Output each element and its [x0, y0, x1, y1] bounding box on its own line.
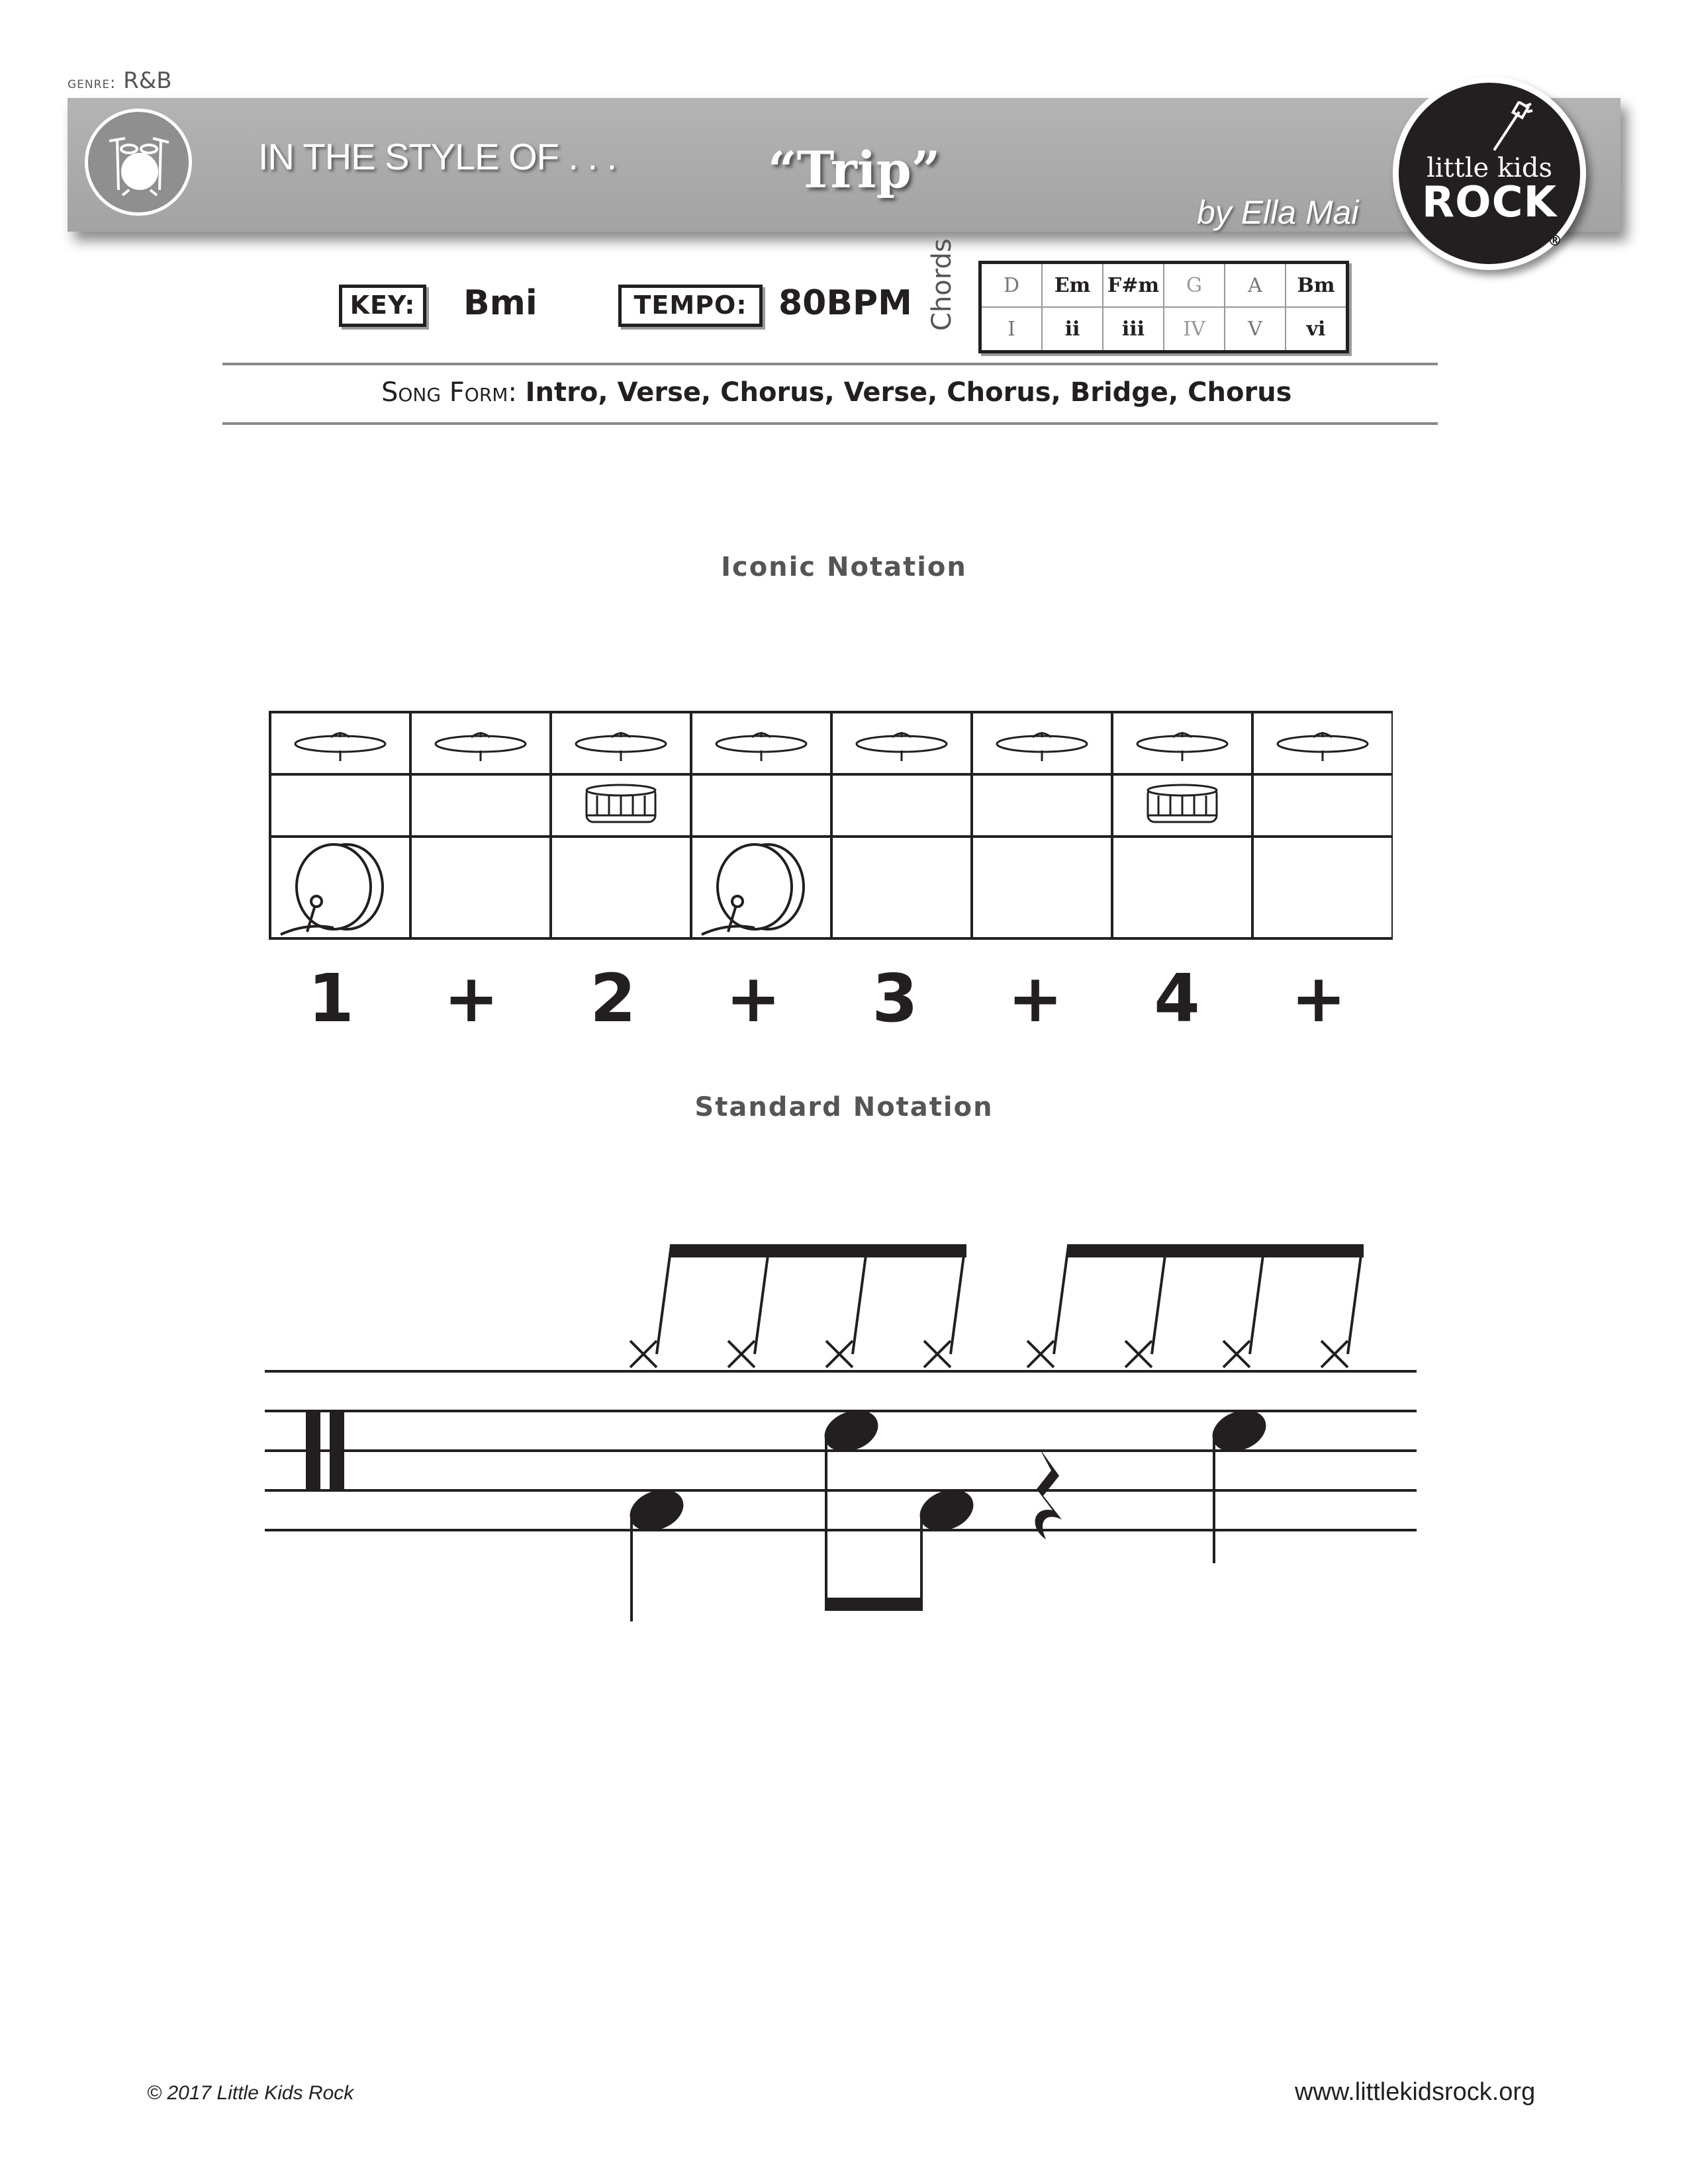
genre-label: genre: — [68, 73, 117, 92]
drum-kit-badge — [85, 109, 192, 216]
chord-name: Em — [1042, 263, 1103, 308]
chord-table — [978, 261, 1349, 353]
standard-notation-title: Standard Notation — [694, 1092, 994, 1122]
registered-mark: ® — [1548, 233, 1562, 250]
iconic-notation-title: Iconic Notation — [721, 552, 967, 582]
count-label: + — [1291, 960, 1346, 1037]
hihat-icon — [576, 732, 666, 761]
grid-cell — [972, 774, 1112, 837]
drum-kit-icon — [103, 126, 174, 198]
genre — [68, 68, 172, 94]
divider-top — [222, 363, 1438, 365]
bass-drum-icon — [702, 844, 804, 934]
chord-names-row — [980, 263, 1348, 308]
tempo-label: TEMPO: — [618, 285, 763, 327]
song-form-label: Song Form: — [381, 377, 517, 408]
key-label: KEY: — [339, 285, 426, 327]
hihat-icon — [436, 732, 526, 761]
copyright: © 2017 Little Kids Rock — [147, 2082, 354, 2104]
grid-cell — [831, 837, 972, 938]
chord-name: G — [1164, 263, 1225, 308]
count-label: 3 — [872, 960, 918, 1037]
snare-drum-icon — [1148, 785, 1217, 822]
song-form — [381, 377, 1292, 408]
grid-cell — [410, 774, 551, 837]
song-title: “Trip” — [768, 140, 941, 199]
chord-name: A — [1225, 263, 1286, 308]
chords-label: Chords — [927, 238, 957, 331]
style-of-label: IN THE STYLE OF . . . — [258, 136, 617, 177]
count-label: 2 — [590, 960, 636, 1037]
count-label: 4 — [1154, 960, 1200, 1037]
count-label: + — [726, 960, 781, 1037]
chord-numerals-row — [980, 307, 1348, 352]
grid-cell — [1112, 712, 1252, 774]
chord-numeral: iii — [1103, 307, 1164, 352]
grid-cell — [410, 712, 551, 774]
grid-cell — [410, 837, 551, 938]
hihat-icon — [997, 732, 1087, 761]
count-label: 1 — [308, 960, 354, 1037]
grid-cell — [831, 712, 972, 774]
grid-cell — [270, 712, 410, 774]
chord-numeral: ii — [1042, 307, 1103, 352]
grid-cell — [1252, 774, 1393, 837]
grid-cell — [831, 774, 972, 837]
grid-cell — [551, 837, 691, 938]
grid-cell — [1252, 712, 1393, 774]
artist-name: by Ella Mai — [1197, 194, 1359, 231]
key-value: Bmi — [463, 283, 538, 323]
hihat-icon — [857, 732, 947, 761]
hihat-icon — [1137, 732, 1227, 761]
chord-numeral: V — [1225, 307, 1286, 352]
grid-cell — [691, 774, 831, 837]
chord-name: D — [980, 263, 1043, 308]
hihat-notes — [630, 1246, 1362, 1367]
logo-text-line2: ROCK — [1421, 178, 1558, 227]
hihat-beams — [670, 1244, 1364, 1257]
grid-cell — [972, 837, 1112, 938]
hihat-icon — [1278, 732, 1368, 761]
grid-cell — [691, 712, 831, 774]
grid-cell — [270, 774, 410, 837]
count-label: + — [444, 960, 499, 1037]
chord-numeral: I — [980, 307, 1043, 352]
snare-drum-icon — [586, 785, 655, 822]
bass-drum-icon — [281, 844, 383, 934]
chord-name: Bm — [1286, 263, 1348, 308]
tempo-value: 80BPM — [778, 283, 912, 323]
count-label: + — [1008, 960, 1063, 1037]
hihat-icon — [716, 732, 806, 761]
chord-name: F#m — [1103, 263, 1164, 308]
grid-cell — [1252, 837, 1393, 938]
grid-cell — [972, 712, 1112, 774]
genre-value: R&B — [123, 68, 172, 94]
divider-bottom — [222, 422, 1438, 425]
chord-numeral: IV — [1164, 307, 1225, 352]
drum-staff — [252, 1224, 1430, 1635]
song-form-value: Intro, Verse, Chorus, Verse, Chorus, Bridge, Chorus — [525, 377, 1292, 408]
grid-cell — [551, 712, 691, 774]
iconic-notation-grid — [267, 709, 1393, 941]
chord-numeral: vi — [1286, 307, 1348, 352]
website-link[interactable]: www.littlekidsrock.org — [1295, 2078, 1536, 2106]
bass-and-snare-notes — [626, 1404, 1270, 1621]
quarter-rest — [1035, 1448, 1062, 1539]
grid-cell — [1112, 837, 1252, 938]
guitar-icon — [1487, 101, 1534, 154]
logo-text-line1: little kids — [1426, 153, 1553, 183]
hihat-icon — [295, 732, 385, 761]
